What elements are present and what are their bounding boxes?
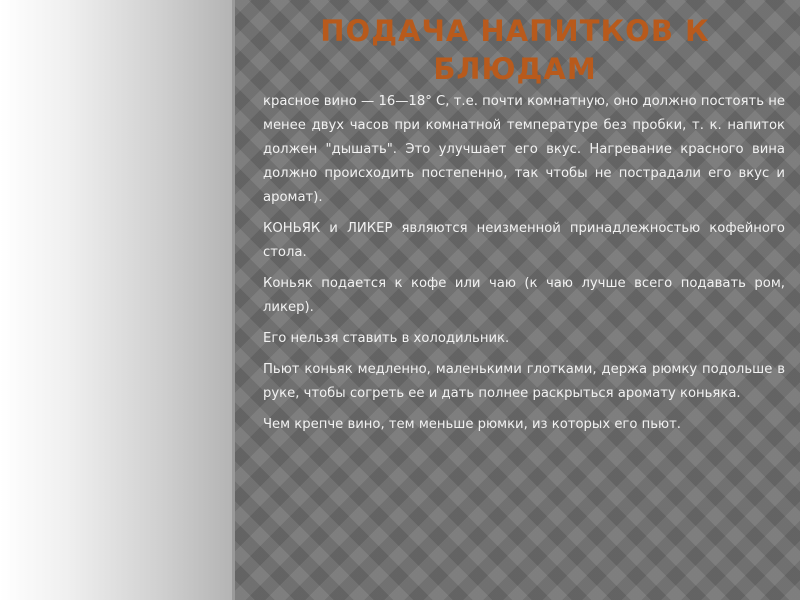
paragraph-cognac-liqueur: КОНЬЯК и ЛИКЕР являются неизменной принадлежностью кофейного стола. (263, 221, 785, 260)
slide-body (263, 90, 785, 444)
paragraph-no-fridge: Его нельзя ставить в холодильник. (263, 331, 510, 346)
slide-title: ПОДАЧА НАПИТКОВ К БЛЮДАМ (320, 14, 710, 86)
paragraph-glass-size: Чем крепче вино, тем меньше рюмки, из которых его пьют. (263, 417, 681, 432)
paragraph-drinking-cognac: Пьют коньяк медленно, маленькими глотками, держа рюмку подольше в руке, чтобы согреть ее и дать полнее раскрыться аромату коньяка. (263, 362, 785, 401)
left-gradient-panel (0, 0, 232, 600)
paragraph-red-wine: красное вино — 16—18° С, т.е. почти комнатную, оно должно постоять не менее двух часов при комнатной температуре без пробки, т. к. напиток должен "дышать". Это улучшает его вкус. Нагревание красного вина должно происходить постепенно, так чтобы не пострадали его вкус и аромат). (263, 94, 785, 205)
paragraph-cognac-serving: Коньяк подается к кофе или чаю (к чаю лучше всего подавать ром, ликер). (263, 276, 785, 315)
